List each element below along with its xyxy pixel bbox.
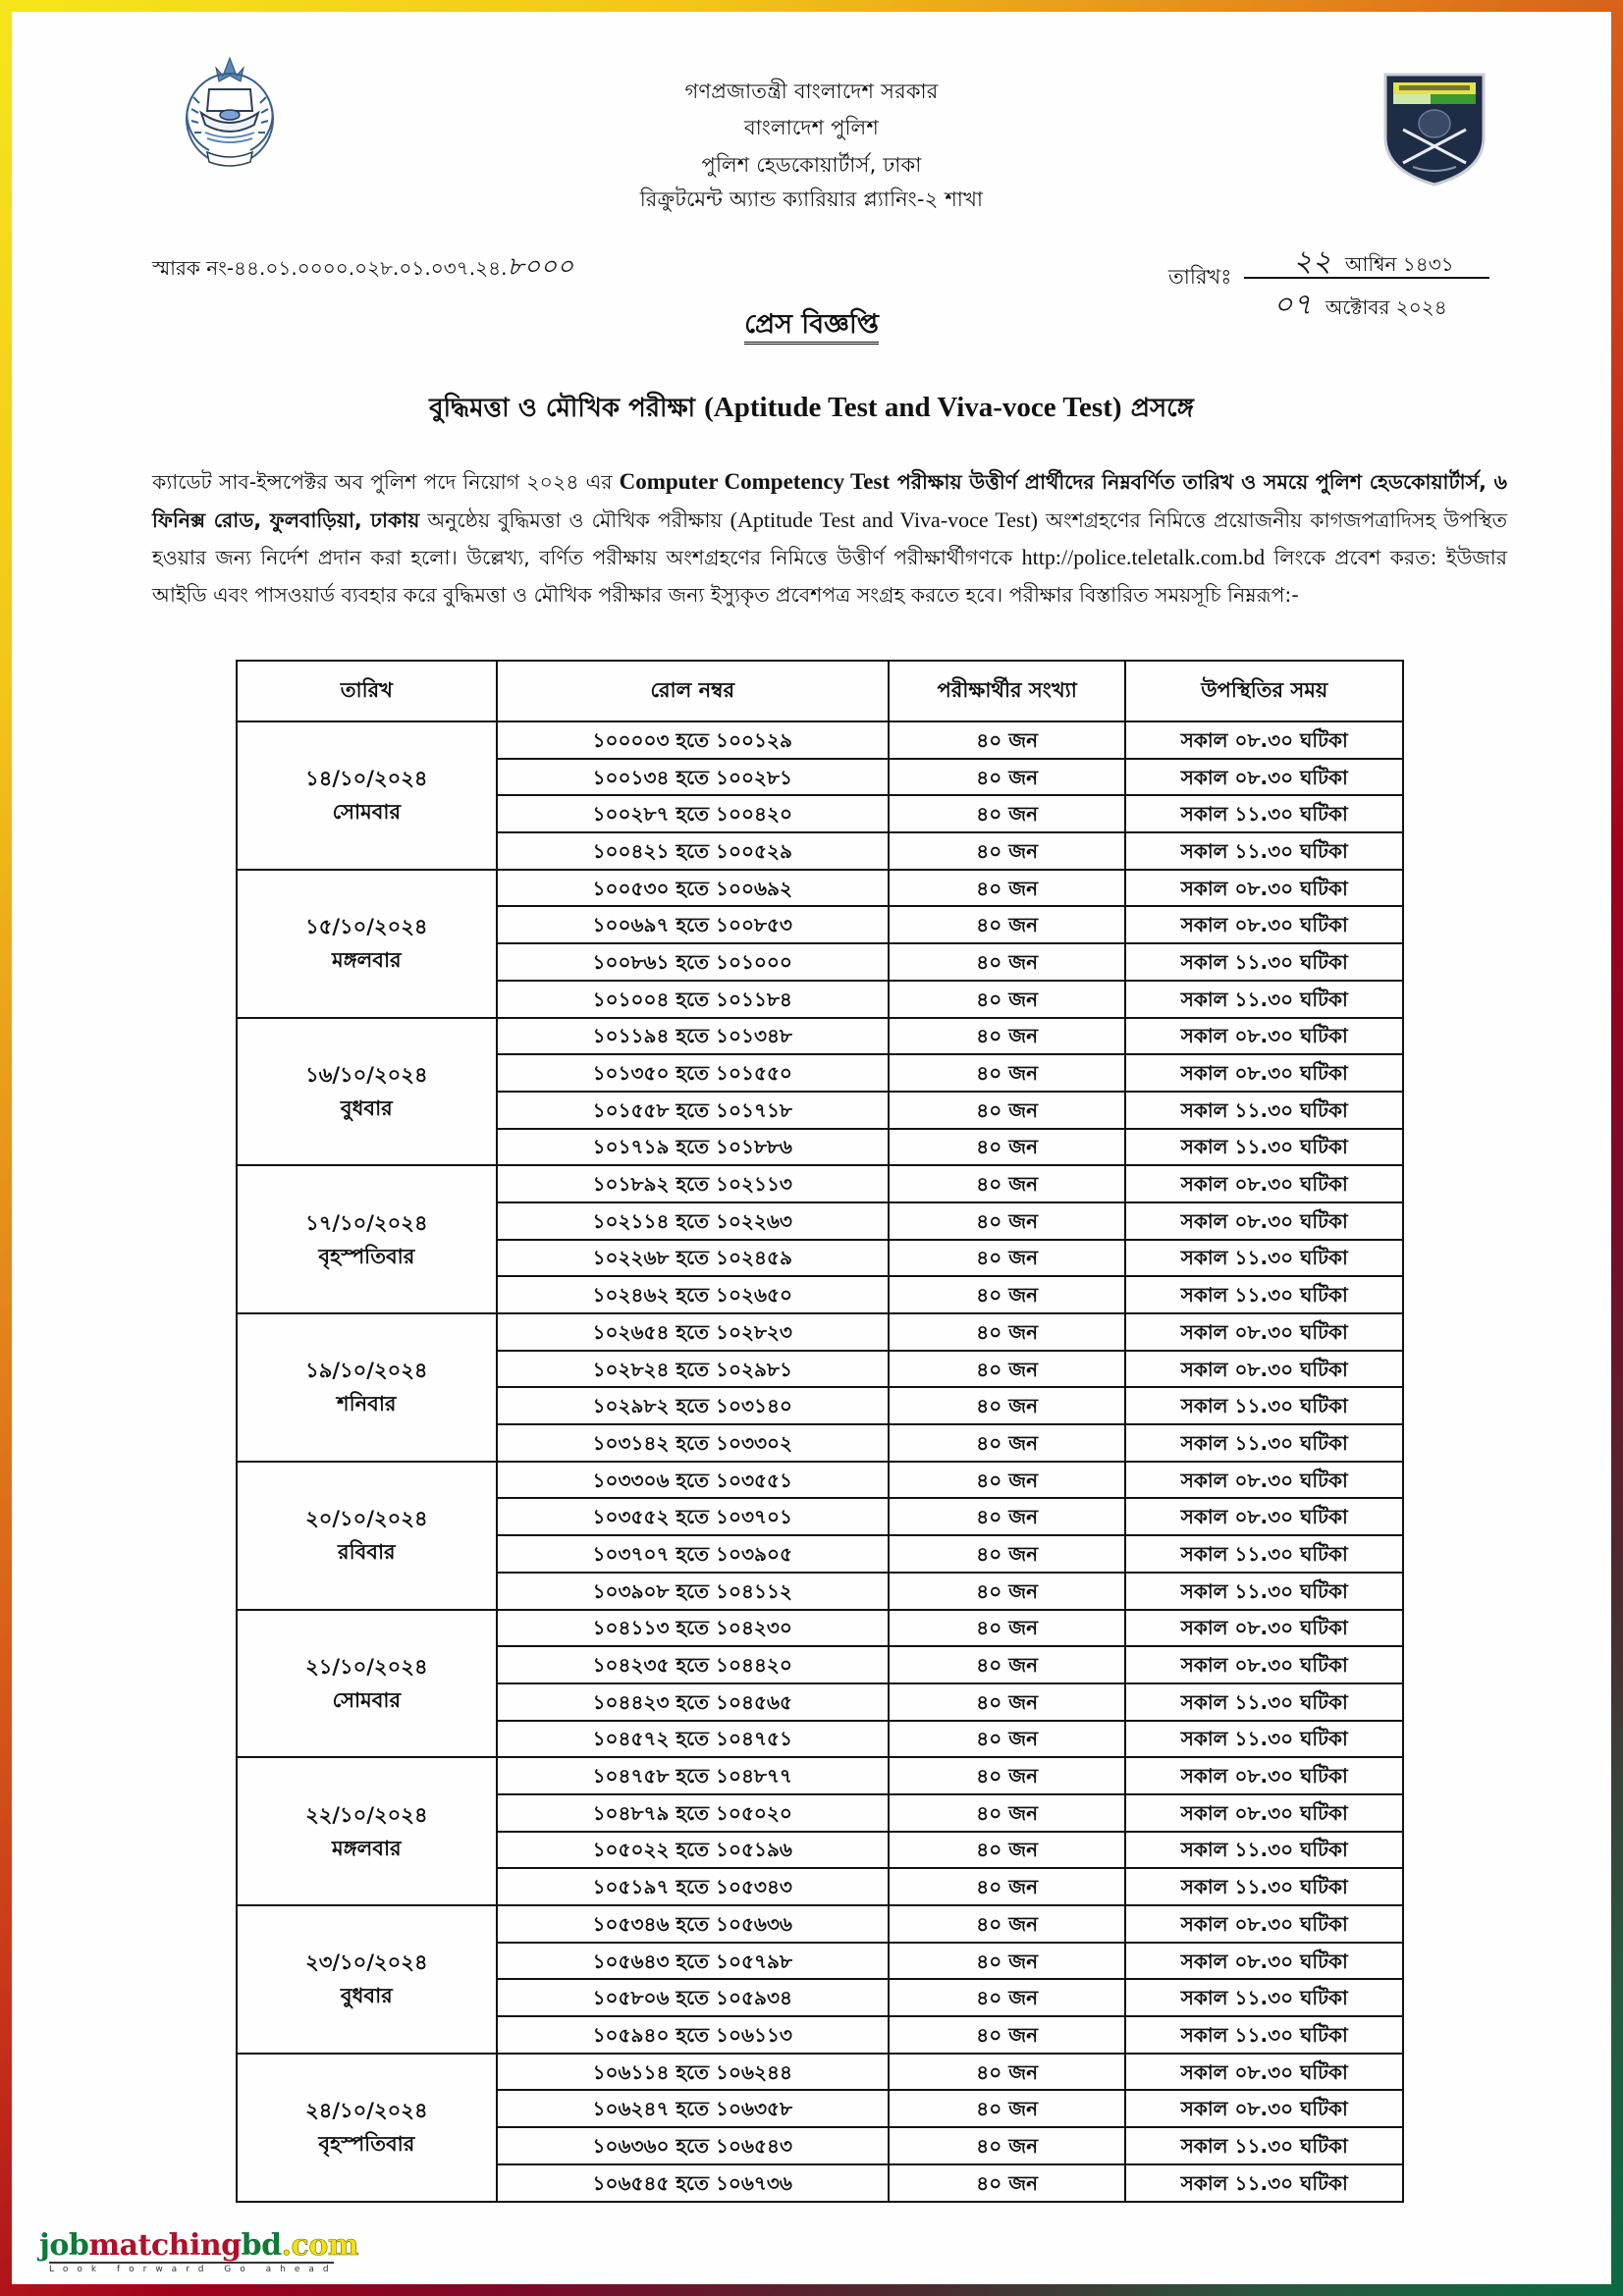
candidate-count-cell: ৪০ জন [889,1351,1126,1388]
press-release-title [12,308,1611,342]
table-row [237,721,1403,759]
roll-range-cell: ১০৫১৯৭ হতে ১০৫৩৪৩ [497,1868,889,1905]
attendance-time-cell: সকাল ০৮.৩০ ঘটিকা [1125,2054,1403,2091]
candidate-count-cell: ৪০ জন [889,1794,1126,1832]
subject-line [12,391,1611,425]
attendance-time-cell: সকাল ০৮.৩০ ঘটিকা [1125,2090,1403,2127]
exam-date: ২৪/১০/২০২৪ [305,2099,428,2123]
table-row [237,1905,1403,1943]
candidate-count-cell: ৪০ জন [889,1462,1126,1499]
attendance-time-cell: সকাল ০৮.৩০ ঘটিকা [1125,1498,1403,1535]
body-text: ক্যাডেট সাব-ইন্সপেক্টর অব পুলিশ পদে নিয়োগ ২০২৪ এর [152,470,620,494]
attendance-time-cell: সকাল ১১.৩০ ঘটিকা [1125,1424,1403,1462]
attendance-time-cell: সকাল ০৮.৩০ ঘটিকা [1125,1351,1403,1388]
roll-range-cell: ১০২৯৮২ হতে ১০৩১৪০ [497,1387,889,1424]
candidate-count-cell: ৪০ জন [889,1868,1126,1905]
attendance-time-cell: সকাল ০৮.৩০ ঘটিকা [1125,1610,1403,1647]
roll-range-cell: ১০৪৫৭২ হতে ১০৪৭৫১ [497,1721,889,1758]
header-attendance-time: উপস্থিতির সময় [1125,661,1403,721]
date-block [1165,236,1519,322]
watermark-logo-text [39,2230,358,2262]
exam-weekday: রবিবার [338,1540,396,1565]
schedule-body [237,721,1403,2202]
header-government-line: গণপ্রজাতন্ত্রী বাংলাদেশ সরকার [684,80,939,103]
exam-date: ২০/১০/২০২৪ [305,1507,428,1531]
roll-range-cell: ১০৫০২২ হতে ১০৫১৯৬ [497,1832,889,1869]
body-paragraph [152,463,1507,614]
exam-weekday: বুধবার [340,1984,393,2008]
candidate-count-cell: ৪০ জন [889,1165,1126,1202]
roll-range-cell: ১০০০০৩ হতে ১০০১২৯ [497,721,889,759]
table-row [237,1165,1403,1202]
attendance-time-cell: সকাল ১১.৩০ ঘটিকা [1125,1868,1403,1905]
roll-range-cell: ১০২৪৬২ হতে ১০২৬৫০ [497,1276,889,1313]
roll-range-cell: ১০৫৬৪৩ হতে ১০৫৭৯৮ [497,1943,889,1980]
roll-range-cell: ১০৬৫৪৫ হতে ১০৬৭৩৬ [497,2164,889,2202]
candidate-count-cell: ৪০ জন [889,1129,1126,1166]
attendance-time-cell: সকাল ১১.৩০ ঘটিকা [1125,1276,1403,1313]
candidate-count-cell: ৪০ জন [889,2054,1126,2091]
candidate-count-cell: ৪০ জন [889,1610,1126,1647]
date-cell [237,721,497,870]
exam-date: ২১/১০/২০২৪ [305,1654,428,1679]
date-divider [1244,277,1489,279]
candidate-count-cell: ৪০ জন [889,2016,1126,2054]
table-header-row [237,661,1403,721]
attendance-time-cell: সকাল ১১.৩০ ঘটিকা [1125,1129,1403,1166]
attendance-time-cell: সকাল ১১.৩০ ঘটিকা [1125,1092,1403,1129]
roll-range-cell: ১০২২৬৮ হতে ১০২৪৫৯ [497,1240,889,1277]
exam-date: ১৫/১০/২০২৪ [305,915,428,939]
roll-range-cell: ১০৩১৪২ হতে ১০৩৩০২ [497,1424,889,1462]
press-release-title-text: প্রেস বিজ্ঞপ্তি [744,309,879,345]
exam-weekday: বৃহস্পতিবার [318,1244,415,1268]
attendance-time-cell: সকাল ১১.৩০ ঘটিকা [1125,1721,1403,1758]
date-english-month-year: অক্টোবর ২০২৪ [1325,295,1447,319]
candidate-count-cell: ৪০ জন [889,1092,1126,1129]
exam-weekday: বুধবার [340,1095,393,1120]
attendance-time-cell: সকাল ০৮.৩০ ঘটিকা [1125,870,1403,907]
roll-range-cell: ১০৫৩৪৬ হতে ১০৫৬৩৬ [497,1905,889,1943]
subject-prefix: বুদ্ধিমত্তা ও মৌখিক পরীক্ষা [429,394,696,423]
candidate-count-cell: ৪০ জন [889,1313,1126,1351]
attendance-time-cell: সকাল ০৮.৩০ ঘটিকা [1125,1313,1403,1351]
header-date: তারিখ [237,661,497,721]
watermark-part: matching [88,2228,242,2263]
candidate-count-cell: ৪০ জন [889,1979,1126,2016]
schedule-table [236,660,1404,2203]
attendance-time-cell: সকাল ১১.৩০ ঘটিকা [1125,1683,1403,1721]
roll-range-cell: ১০১৩৫০ হতে ১০১৫৫০ [497,1054,889,1092]
candidate-count-cell: ৪০ জন [889,906,1126,943]
date-cell [237,1462,497,1610]
header-hq-line: পুলিশ হেডকোয়ার্টার্স, ঢাকা [701,153,922,177]
exam-date: ১৬/১০/২০২৪ [305,1062,428,1087]
attendance-time-cell: সকাল ১১.৩০ ঘটিকা [1125,1535,1403,1573]
attendance-time-cell: সকাল ০৮.৩০ ঘটিকা [1125,1943,1403,1980]
memo-number [152,253,573,282]
candidate-count-cell: ৪০ জন [889,795,1126,832]
candidate-count-cell: ৪০ জন [889,1905,1126,1943]
roll-range-cell: ১০০১৩৪ হতে ১০০২৮১ [497,759,889,796]
exam-weekday: সোমবার [332,1687,402,1712]
date-cell [237,1757,497,1905]
roll-range-cell: ১০৫৯৪০ হতে ১০৬১১৩ [497,2016,889,2054]
roll-range-cell: ১০৪৭৫৮ হতে ১০৪৮৭৭ [497,1757,889,1794]
exam-weekday: মঙ্গলবার [332,1836,402,1860]
date-bangla-day: ২২ [1293,244,1332,279]
candidate-count-cell: ৪০ জন [889,2127,1126,2164]
header-roll-number: রোল নম্বর [497,661,889,721]
attendance-time-cell: সকাল ১১.৩০ ঘটিকা [1125,943,1403,981]
roll-range-cell: ১০২৮২৪ হতে ১০২৯৮১ [497,1351,889,1388]
attendance-time-cell: সকাল ১১.৩০ ঘটিকা [1125,2127,1403,2164]
watermark-part: .com [281,2228,359,2263]
attendance-time-cell: সকাল ০৮.৩০ ঘটিকা [1125,1202,1403,1240]
candidate-count-cell: ৪০ জন [889,832,1126,870]
body-text: পরীক্ষায় উত্তীর্ণ প্রার্থীদের নিম্নবর্ণিত তারিখ ও সময়ে [890,470,1316,494]
memo-label: স্মারক নং-৪৪.০১.০০০০.০২৮.০১.০৩৭.২৪. [152,256,508,280]
table-row [237,2054,1403,2091]
candidate-count-cell: ৪০ জন [889,1683,1126,1721]
roll-range-cell: ১০১০০৪ হতে ১০১১৮৪ [497,981,889,1018]
exam-date: ১৯/১০/২০২৪ [305,1359,428,1383]
candidate-count-cell: ৪০ জন [889,2164,1126,2202]
candidate-count-cell: ৪০ জন [889,1646,1126,1683]
attendance-time-cell: সকাল ০৮.৩০ ঘটিকা [1125,1905,1403,1943]
watermark-tagline: Look forward Go ahead [49,2265,338,2274]
roll-range-cell: ১০২৬৫৪ হতে ১০২৮২৩ [497,1313,889,1351]
candidate-count-cell: ৪০ জন [889,1387,1126,1424]
attendance-time-cell: সকাল ১১.৩০ ঘটিকা [1125,981,1403,1018]
roll-range-cell: ১০৩৯০৮ হতে ১০৪১১২ [497,1573,889,1610]
roll-range-cell: ১০১৫৫৮ হতে ১০১৭১৮ [497,1092,889,1129]
candidate-count-cell: ৪০ জন [889,1832,1126,1869]
date-cell [237,1313,497,1462]
candidate-count-cell: ৪০ জন [889,1424,1126,1462]
roll-range-cell: ১০৪১১৩ হতে ১০৪২৩০ [497,1610,889,1647]
candidate-count-cell: ৪০ জন [889,721,1126,759]
attendance-time-cell: সকাল ১১.৩০ ঘটিকা [1125,832,1403,870]
subject-english: (Aptitude Test and Viva-voce Test) [704,392,1122,423]
date-cell [237,1905,497,2054]
header-branch-line: রিক্রুটমেন্ট অ্যান্ড ক্যারিয়ার প্ল্যানিং-২ শাখা [639,187,984,211]
roll-range-cell: ১০৩৩০৬ হতে ১০৩৫৫১ [497,1462,889,1499]
date-cell [237,1610,497,1758]
roll-range-cell: ১০১৮৯২ হতে ১০২১১৩ [497,1165,889,1202]
body-cct-text: Computer Competency Test [619,469,891,494]
attendance-time-cell: সকাল ০৮.৩০ ঘটিকা [1125,1794,1403,1832]
attendance-time-cell: সকাল ১১.৩০ ঘটিকা [1125,2016,1403,2054]
table-row [237,1610,1403,1647]
exam-weekday: সোমবার [332,800,402,825]
attendance-time-cell: সকাল ১১.৩০ ঘটিকা [1125,1573,1403,1610]
attendance-time-cell: সকাল ১১.৩০ ঘটিকা [1125,1832,1403,1869]
attendance-time-cell: সকাল ০৮.৩০ ঘটিকা [1125,906,1403,943]
table-row [237,1313,1403,1351]
body-venue-text: পুলিশ হেডকোয়ার্টার্স, ৬ ফিনিক্স রোড, ফুলবাড়িয়া, ঢাকায় [152,470,1507,532]
table-row [237,870,1403,907]
attendance-time-cell: সকাল ১১.৩০ ঘটিকা [1125,1979,1403,2016]
candidate-count-cell: ৪০ জন [889,1535,1126,1573]
attendance-time-cell: সকাল ০৮.৩০ ঘটিকা [1125,721,1403,759]
candidate-count-cell: ৪০ জন [889,1573,1126,1610]
candidate-count-cell: ৪০ জন [889,870,1126,907]
roll-range-cell: ১০৪৮৭৯ হতে ১০৫০২০ [497,1794,889,1832]
candidate-count-cell: ৪০ জন [889,1202,1126,1240]
header-candidate-count: পরীক্ষার্থীর সংখ্যা [889,661,1126,721]
candidate-count-cell: ৪০ জন [889,1498,1126,1535]
exam-date: ১৪/১০/২০২৪ [305,767,428,791]
candidate-count-cell: ৪০ জন [889,1276,1126,1313]
candidate-count-cell: ৪০ জন [889,1721,1126,1758]
memo-handwritten-number: ৮০০০ [507,252,574,282]
exam-date: ২২/১০/২০২৪ [305,1802,428,1827]
table-row [237,1018,1403,1055]
candidate-count-cell: ৪০ জন [889,943,1126,981]
attendance-time-cell: সকাল ১১.৩০ ঘটিকা [1125,795,1403,832]
candidate-count-cell: ৪০ জন [889,2090,1126,2127]
roll-range-cell: ১০৪২৩৫ হতে ১০৪৪২০ [497,1646,889,1683]
table-row [237,1757,1403,1794]
header-police-line: বাংলাদেশ পুলিশ [743,116,880,139]
date-cell [237,1018,497,1166]
roll-range-cell: ১০১১৯৪ হতে ১০১৩৪৮ [497,1018,889,1055]
table-row [237,1462,1403,1499]
candidate-count-cell: ৪০ জন [889,1018,1126,1055]
roll-range-cell: ১০৬৩৬০ হতে ১০৬৫৪৩ [497,2127,889,2164]
date-cell [237,870,497,1018]
attendance-time-cell: সকাল ১১.৩০ ঘটিকা [1125,1387,1403,1424]
attendance-time-cell: সকাল ০৮.৩০ ঘটিকা [1125,1018,1403,1055]
subject-suffix: প্রসঙ্গে [1130,394,1194,423]
candidate-count-cell: ৪০ জন [889,1943,1126,1980]
attendance-time-cell: সকাল ০৮.৩০ ঘটিকা [1125,759,1403,796]
date-cell [237,2054,497,2202]
candidate-count-cell: ৪০ জন [889,1054,1126,1092]
attendance-time-cell: সকাল ১১.৩০ ঘটিকা [1125,1240,1403,1277]
exam-weekday: মঙ্গলবার [332,948,402,973]
body-text: লিংকে প্রবেশ করত: ইউজার আইডি এবং পাসওয়ার্ড ব্যবহার করে বুদ্ধিমত্তা ও মৌখিক পরীক্ষার জন্য ইস্যুকৃত প্রবেশপত্র সংগ্রহ করতে হবে। পরীক্ষার বিস্তারিত সময়সূচি নিম্নরূপ:- [152,546,1507,607]
attendance-time-cell: সকাল ০৮.৩০ ঘটিকা [1125,1462,1403,1499]
roll-range-cell: ১০০৬৯৭ হতে ১০০৮৫৩ [497,906,889,943]
roll-range-cell: ১০৪৪২৩ হতে ১০৪৫৬৫ [497,1683,889,1721]
attendance-time-cell: সকাল ১১.৩০ ঘটিকা [1125,2164,1403,2202]
attendance-time-cell: সকাল ০৮.৩০ ঘটিকা [1125,1054,1403,1092]
document-page [12,12,1611,2284]
date-label: তারিখঃ [1168,265,1232,289]
roll-range-cell: ১০৩৭০৭ হতে ১০৩৯০৫ [497,1535,889,1573]
candidate-count-cell: ৪০ জন [889,1240,1126,1277]
roll-range-cell: ১০০৫৩০ হতে ১০০৬৯২ [497,870,889,907]
site-watermark [39,2230,358,2275]
candidate-count-cell: ৪০ জন [889,759,1126,796]
body-text: অংশগ্রহণের নিমিত্তে প্রয়োজনীয় কাগজপত্রাদিসহ উপস্থিত হওয়ার জন্য নির্দেশ প্রদান করা হলো। উল্লেখ্য, বর্ণিত পরীক্ষায় অংশগ্রহণের নিমিত্তে উত্তীর্ণ পরীক্ষার্থীগণকে [152,507,1507,569]
candidate-count-cell: ৪০ জন [889,1757,1126,1794]
roll-range-cell: ১০৩৫৫২ হতে ১০৩৭০১ [497,1498,889,1535]
roll-range-cell: ১০০২৮৭ হতে ১০০৪২০ [497,795,889,832]
roll-range-cell: ১০০৮৬১ হতে ১০১০০০ [497,943,889,981]
exam-date: ২৩/১০/২০২৪ [305,1950,428,1975]
roll-range-cell: ১০২১১৪ হতে ১০২২৬৩ [497,1202,889,1240]
body-test-name: (Aptitude Test and Viva-voce Test) [730,507,1038,532]
exam-weekday: বৃহস্পতিবার [318,2132,415,2157]
candidate-count-cell: ৪০ জন [889,981,1126,1018]
roll-range-cell: ১০১৭১৯ হতে ১০১৮৮৬ [497,1129,889,1166]
roll-range-cell: ১০৫৮০৬ হতে ১০৫৯৩৪ [497,1979,889,2016]
body-text: অনুষ্ঠেয় বুদ্ধিমত্তা ও মৌখিক পরীক্ষায় [419,507,730,532]
attendance-time-cell: সকাল ০৮.৩০ ঘটিকা [1125,1757,1403,1794]
roll-range-cell: ১০৬১১৪ হতে ১০৬২৪৪ [497,2054,889,2091]
date-english-day: ০৭ [1273,288,1313,322]
exam-date: ১৭/১০/২০২৪ [305,1210,428,1235]
attendance-time-cell: সকাল ০৮.৩০ ঘটিকা [1125,1646,1403,1683]
roll-range-cell: ১০০৪২১ হতে ১০০৫২৯ [497,832,889,870]
teletalk-link[interactable]: http://police.teletalk.com.bd [1021,545,1266,569]
watermark-part: job [39,2228,89,2263]
roll-range-cell: ১০৬২৪৭ হতে ১০৬৩৫৮ [497,2090,889,2127]
date-bangla-month-year: আশ্বিন ১৪৩১ [1345,252,1454,276]
attendance-time-cell: সকাল ০৮.৩০ ঘটিকা [1125,1165,1403,1202]
date-cell [237,1165,497,1313]
watermark-part: bd [241,2228,282,2263]
exam-weekday: শনিবার [337,1392,397,1416]
